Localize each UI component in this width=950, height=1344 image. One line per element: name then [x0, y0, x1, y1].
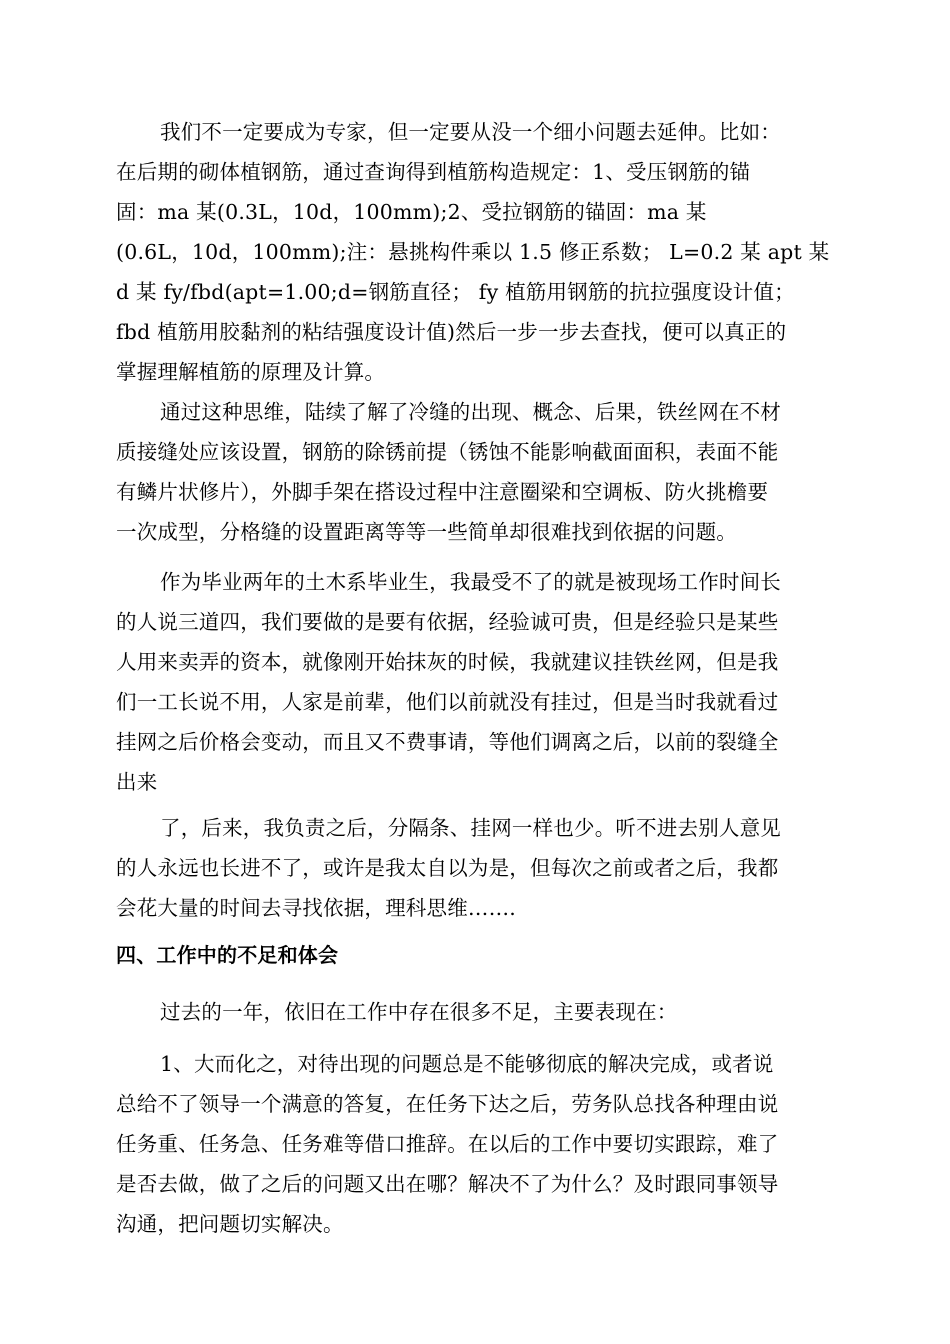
- text-line: 掌握理解植筋的原理及计算。: [116, 360, 386, 384]
- paragraph-graduate-experience: [116, 562, 836, 802]
- section-heading-text: 四、工作中的不足和体会: [116, 943, 339, 967]
- text-line: 质接缝处应该设置，钢筋的除锈前提（锈蚀不能影响截面面积，表面不能: [116, 440, 779, 464]
- text-line: 会花大量的时间去寻找依据，理科思维…….: [116, 896, 517, 920]
- paragraph-afterwards: [116, 808, 836, 928]
- text-line: 挂网之后价格会变动，而且又不费事请，等他们调离之后，以前的裂缝全: [116, 730, 779, 754]
- paragraph-shortcoming-1: [116, 1044, 836, 1244]
- text-line: 固：ma 某(0.3L，10d，100mm);2、受拉钢筋的锚固：ma 某: [116, 200, 707, 224]
- text-line: 总给不了领导一个满意的答复，在任务下达之后，劳务队总找各种理由说: [116, 1092, 779, 1116]
- text-line: 沟通，把问题切实解决。: [116, 1212, 344, 1236]
- text-line: 过去的一年，依旧在工作中存在很多不足，主要表现在：: [160, 1000, 678, 1024]
- paragraph-shortcomings-intro: [116, 992, 836, 1032]
- text-line: 作为毕业两年的土木系毕业生，我最受不了的就是被现场工作时间长: [160, 570, 781, 594]
- text-line: 有鳞片状修片），外脚手架在搭设过程中注意圈梁和空调板、防火挑檐要: [116, 480, 769, 504]
- text-line: 一次成型，分格缝的设置距离等等一些简单却很难找到依据的问题。: [116, 520, 737, 544]
- section-heading: [116, 935, 836, 975]
- text-line: d 某 fy/fbd(apt=1.00;d=钢筋直径； fy 植筋用钢筋的抗拉强度设计值；: [116, 280, 795, 304]
- text-line: 我们不一定要成为专家，但一定要从没一个细小问题去延伸。比如：: [160, 120, 781, 144]
- text-line: (0.6L，10d，100mm);注：悬挑构件乘以 1.5 修正系数； L=0.2 某 apt 某: [116, 240, 830, 264]
- text-line: 通过这种思维，陆续了解了冷缝的出现、概念、后果，铁丝网在不材: [160, 400, 781, 424]
- text-line: 了，后来，我负责之后，分隔条、挂网一样也少。听不进去别人意见: [160, 816, 781, 840]
- paragraph-planting-rebar: [116, 112, 836, 392]
- paragraph-thinking-method: [116, 392, 836, 552]
- text-line: 是否去做，做了之后的问题又出在哪？解决不了为什么？及时跟同事领导: [116, 1172, 779, 1196]
- text-line: 任务重、任务急、任务难等借口推辞。在以后的工作中要切实跟踪，难了: [116, 1132, 779, 1156]
- text-line: 的人说三道四，我们要做的是要有依据，经验诚可贵，但是经验只是某些: [116, 610, 779, 634]
- text-line: 的人永远也长进不了，或许是我太自以为是，但每次之前或者之后，我都: [116, 856, 779, 880]
- text-line: 人用来卖弄的资本，就像刚开始抹灰的时候，我就建议挂铁丝网，但是我: [116, 650, 779, 674]
- text-line: 出来: [116, 770, 158, 794]
- text-line: 1、大而化之，对待出现的问题总是不能够彻底的解决完成，或者说: [160, 1052, 774, 1076]
- text-line: 在后期的砌体植钢筋，通过查询得到植筋构造规定：1、受压钢筋的锚: [116, 160, 751, 184]
- text-line: 们一工长说不用，人家是前辈，他们以前就没有挂过，但是当时我就看过: [116, 690, 779, 714]
- text-line: fbd 植筋用胶黏剂的粘结强度设计值)然后一步一步去查找，便可以真正的: [116, 320, 787, 344]
